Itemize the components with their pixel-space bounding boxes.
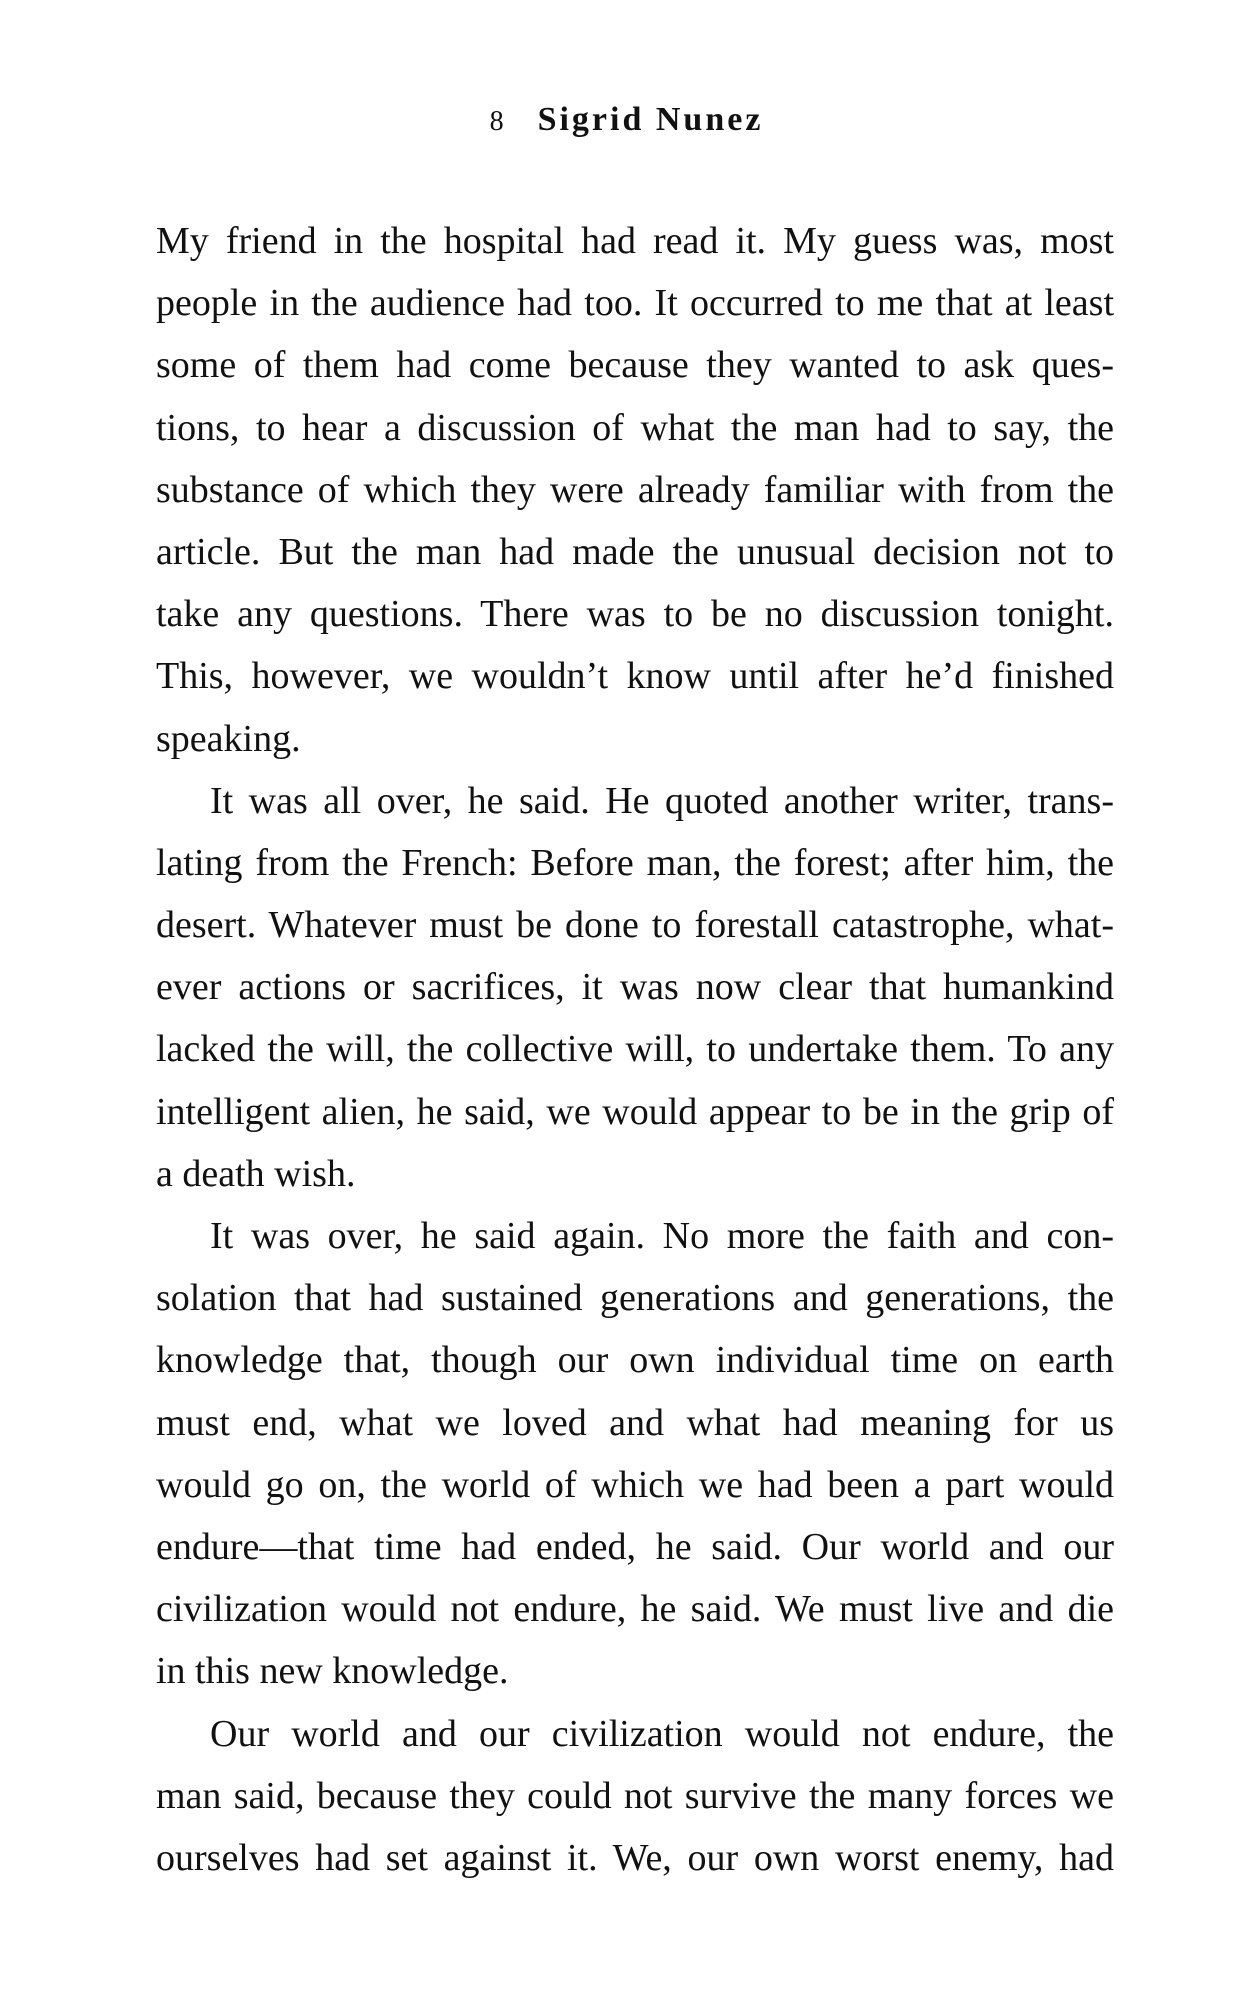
text-line: must end, what we loved and what had meaning for us — [156, 1401, 1114, 1444]
author-name: Sigrid Nunez — [537, 101, 764, 138]
paragraph-first-line: It was over, he said again. No more the faith and con- — [210, 1215, 1114, 1257]
text-line: knowledge that, though our own individual time on earth — [156, 1339, 1114, 1382]
text-line: My friend in the hospital had read it. My guess was, most — [156, 220, 1114, 262]
text-line: civilization would not endure, he said. We must live and die — [156, 1588, 1114, 1631]
body-text — [156, 210, 1114, 1889]
text-line: This, however, we wouldn’t know until after he’d finished — [156, 655, 1114, 698]
paragraph-first-line: Our world and our civilization would not endure, the — [210, 1712, 1114, 1755]
running-head — [0, 100, 1253, 142]
page-number: 8 — [489, 106, 504, 137]
text-line: desert. Whatever must be done to forestall catastrophe, what- — [156, 904, 1114, 947]
paragraph-first-line: It was all over, he said. He quoted another writer, trans- — [210, 779, 1114, 822]
text-line: a death wish. — [156, 1152, 356, 1195]
text-line: lacked the will, the collective will, to undertake them. To any — [156, 1028, 1114, 1071]
text-line: man said, because they could not survive the many forces we — [156, 1774, 1114, 1817]
text-line: in this new knowledge. — [156, 1650, 509, 1693]
text-line: speaking. — [156, 717, 301, 760]
text-line: substance of which they were already familiar with from the — [156, 468, 1114, 511]
text-line: intelligent alien, he said, we would appear to be in the grip of — [156, 1090, 1114, 1133]
text-line: some of them had come because they wanted to ask ques- — [156, 344, 1114, 387]
text-line: would go on, the world of which we had been a part would — [156, 1463, 1114, 1506]
text-line: solation that had sustained generations and generations, the — [156, 1277, 1114, 1320]
text-line: tions, to hear a discussion of what the man had to say, the — [156, 406, 1114, 449]
text-line: lating from the French: Before man, the forest; after him, the — [156, 841, 1114, 884]
text-line: endure—that time had ended, he said. Our world and our — [156, 1525, 1114, 1568]
text-line: article. But the man had made the unusual decision not to — [156, 530, 1114, 573]
text-line: ourselves had set against it. We, our own worst enemy, had — [156, 1836, 1114, 1879]
text-line: people in the audience had too. It occurred to me that at least — [156, 282, 1114, 325]
text-line: ever actions or sacrifices, it was now clear that humankind — [156, 966, 1114, 1009]
text-line: take any questions. There was to be no discussion tonight. — [156, 593, 1114, 636]
